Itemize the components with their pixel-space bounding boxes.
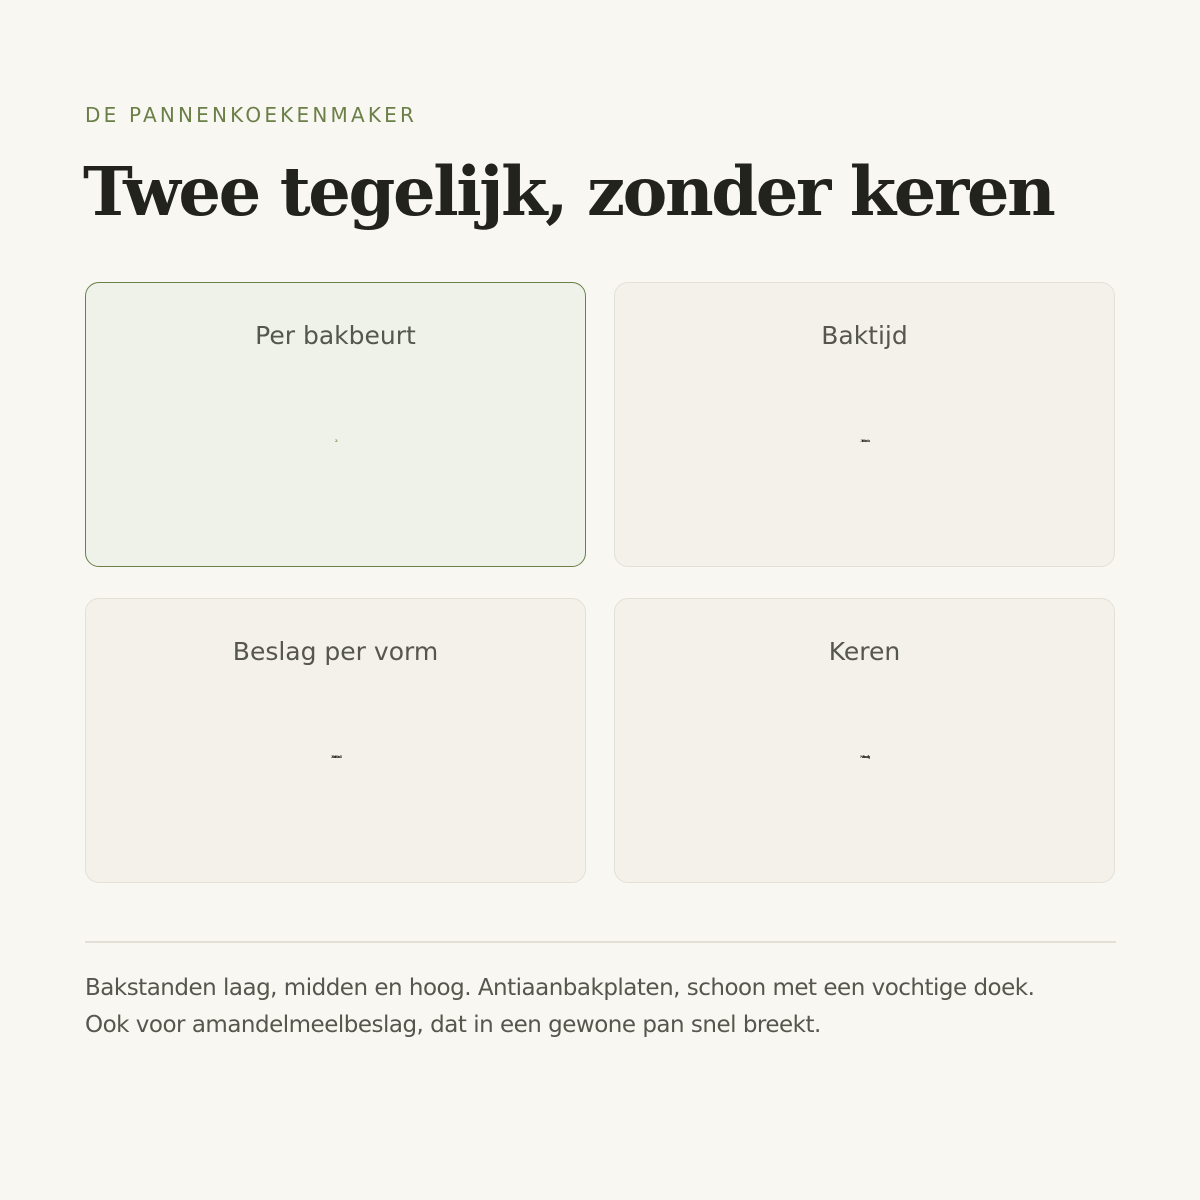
stat-card-label: Per bakbeurt xyxy=(255,321,416,350)
brand-eyebrow: DE PANNENKOEKENMAKER xyxy=(85,103,418,127)
stat-card-beslag-per-vorm xyxy=(85,598,586,883)
stat-card-value: 3 tot 6 min xyxy=(860,438,869,443)
stat-card-baktijd xyxy=(614,282,1115,567)
stat-card-label: Baktijd xyxy=(821,321,908,350)
footnote-line-2: Ook voor amandelmeelbeslag, dat in een gewone pan snel breekt. xyxy=(85,1012,821,1038)
stat-card-value: Niet nodig xyxy=(860,754,869,759)
stat-card-value: 30 tot 60 ml xyxy=(330,754,341,759)
page-title: Twee tegelijk, zonder keren xyxy=(83,152,1054,231)
footnote-line-1: Bakstanden laag, midden en hoog. Antiaanbakplaten, schoon met een vochtige doek. xyxy=(85,975,1035,1001)
stat-card-label: Keren xyxy=(828,637,901,666)
stat-card-value: 2 xyxy=(334,438,337,443)
footnote xyxy=(85,970,1145,1044)
stat-card-label: Beslag per vorm xyxy=(232,637,439,666)
stat-card-per-bakbeurt xyxy=(85,282,586,567)
section-divider xyxy=(85,941,1116,943)
stat-card-keren xyxy=(614,598,1115,883)
